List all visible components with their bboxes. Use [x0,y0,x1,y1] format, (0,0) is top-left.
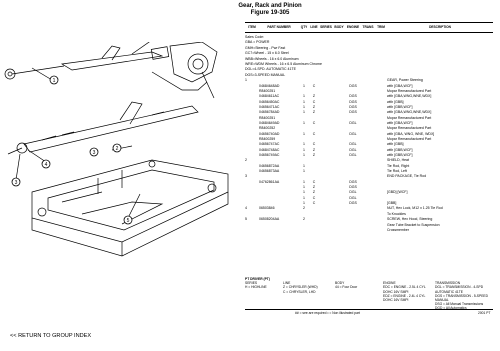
row-item: 3 [245,174,247,179]
row-description: SCREW, Hex Hood, Steering [387,217,433,222]
row-description: Mopar Remanufactured Part [387,115,432,120]
rack-and-pinion-diagram [2,42,238,292]
row-part-number: R8400251 [259,115,276,120]
row-qty: 1 [303,94,305,99]
parts-table [245,22,493,233]
row-part-number: R8400251 [259,88,276,93]
row-line: Z [312,153,316,158]
row-line: C [312,120,316,125]
row-line: C [312,99,316,104]
legend-body: BODY 44 = Four Door [335,281,358,290]
header-description: DESCRIPTION [429,24,451,29]
row-qty: 1 [303,185,305,190]
row-item: 5 [245,217,247,222]
row-item: 2 [245,158,247,163]
callout-label: 1 [52,78,56,84]
row-qty: 1 [303,195,305,200]
row-description: [GBB] [387,201,397,206]
row-qty: 2 [303,217,305,222]
header-series: SERIES [320,24,332,29]
row-description: SHIELD, Heat [387,158,409,163]
header-line: LINE [310,24,318,29]
callout-label: 3 [14,180,18,186]
row-item: 4 [245,206,247,211]
row-description: with [GBB] [387,142,404,147]
callout-label: 5 [126,218,130,224]
row-description: Gear Tube Bracket to Suspension [387,222,440,227]
row-description: with [GBB,WCF] [387,104,413,109]
header-part-number: PART NUMBER [267,24,291,29]
row-part-number: 04656749AC [259,153,280,158]
row-part-number: R8400252 [259,126,276,131]
row-qty: 1 [303,201,305,206]
pt-driver-title: PT DRIVER (PT) [245,277,270,281]
row-part-number: 04656740AD [259,131,280,136]
row-engine: DGS [349,104,357,109]
row-line: C [312,201,316,206]
row-part-number: 04656450AC [259,99,280,104]
table-header [245,22,493,33]
row-part-number: 04656873AA [259,169,280,174]
table-row [245,228,493,233]
row-part-number: 04656471AC [259,104,280,109]
row-line: C [312,83,316,88]
row-qty: 1 [303,110,305,115]
row-description: Crossmember [387,227,409,232]
row-line: Z [312,110,316,115]
row-part-number: 04656784AD [259,110,280,115]
header-trim: TRIM [377,24,385,29]
row-line: C [312,142,316,147]
row-description: NUT, Hex Lock, M12 x 1.25 Tie Rod [387,206,443,211]
row-line: Z [312,185,316,190]
header-item: ITEM [248,24,256,29]
header-body: BODY [334,24,344,29]
row-qty: 1 [303,147,305,152]
row-engine: DGS [349,110,357,115]
row-engine: DGS [349,179,357,184]
row-part-number: 06508204AA [259,217,280,222]
row-engine: DGS [349,94,357,99]
pt-driver-legend [245,277,493,311]
row-description: Mopar Remanufactured Part [387,126,432,131]
figure-number: Figure 19-305 [250,10,290,16]
sales-code-notes: Sales Code: GBA = POWER GMH=Steering - Pwr Fast GC7=Wheel - 15 x 6.0 Steel WBB=Wheels - 16 x 6.0 Aluminum WRE=WDM Wheels - 16 x 6.5 Aluminum Chrome DGL=4-SPD. AUTOMATIC 41TE DGS=3-SPEED MANUAL [245,35,322,77]
row-description: Tie Rod, Right [387,163,410,168]
row-description: with [GBA,WNG,WNE,WDX] [387,110,432,115]
row-description: with [GBA,WCF] [387,120,413,125]
row-description: To Knuckles [387,211,406,216]
row-line: Z [312,190,316,195]
legend-transmission: TRANSMISSION DGL = TRANSMISSION - 4-SPD AUTOMATIC 41TE DGS = TRANSMISSION - 5-SPEED MANUAL DSG = All Manual Transmissions DGD = All Automatics [435,281,488,311]
row-qty: 1 [303,153,305,158]
row-qty: 1 [303,104,305,109]
row-line: Z [312,147,316,152]
row-part-number: 04684648AD [259,83,280,88]
row-part-number: 04684748AC [259,147,280,152]
row-part-number: 04762861AA [259,179,280,184]
legend-series: SERIES H = HIGHLINE [245,281,267,290]
page-number: 2001 PT [478,311,491,315]
row-engine: DGS [349,99,357,104]
row-engine: DGS [349,201,357,206]
row-description: with [GBB,WCF] [387,153,413,158]
header-qty: QTY [300,24,308,29]
row-engine: DGL [349,153,357,158]
row-part-number: R8400259 [259,137,276,141]
header-trans: TRANS [362,24,374,29]
row-part-number: 04684611AC [259,94,280,99]
row-qty: 2 [303,206,305,211]
footnote: ## = see are required • = Non illustrated part [295,311,360,315]
row-part-number: 04656872AA [259,163,280,168]
row-qty: 1 [303,83,305,88]
row-part-number: 06503846 [259,206,275,211]
row-item: 1 [245,78,247,83]
callout-label: 4 [44,162,48,168]
row-qty: 1 [303,169,305,174]
footer-divider [245,309,493,310]
row-engine: DGL [349,131,357,136]
row-line: C [312,179,316,184]
row-description: with [GBA,WNG,WNE,WDX] [387,94,432,99]
row-qty: 1 [303,163,305,168]
callout-label: 3 [92,150,96,156]
row-description: with [GBA,WCF] [387,83,413,88]
figure-title [220,3,320,17]
row-description: END PACKAGE, Tie Rod [387,174,427,179]
row-engine: DGL [349,190,357,195]
row-qty: 1 [303,142,305,147]
header-engine: ENGINE [346,24,360,29]
row-description: [GBD] [WCF] [387,190,408,195]
row-engine: DGL [349,195,357,200]
row-qty: 1 [303,120,305,125]
row-engine: DGS [349,185,357,190]
row-engine: DGL [349,142,357,147]
row-engine: DGS [349,83,357,88]
row-description: with [GBA, WNG, WNE, WDX] [387,131,435,136]
row-qty: 1 [303,99,305,104]
row-part-number: 04656747AC [259,142,280,147]
row-engine: DGL [349,120,357,125]
row-qty: 1 [303,131,305,136]
legend-line: LINE Z = CHRYSLER (WHD) C = CHRYSLER, LHD [283,281,318,294]
row-description: GEAR, Power Steering [387,78,423,83]
row-description: Tie Rod, Left [387,169,407,174]
row-description: Mopar Remanufactured Part [387,137,432,141]
part-group-title: Gear, Rack and Pinion [238,3,302,9]
row-part-number: 04684649AD [259,120,280,125]
row-line: C [312,195,316,200]
row-description: with [GBB,WCF] [387,147,413,152]
row-qty: 1 [303,179,305,184]
row-qty: 1 [303,190,305,195]
return-to-group-index-link[interactable]: << RETURN TO GROUP INDEX [10,333,92,339]
row-description: Mopar Remanufactured Part [387,88,432,93]
legend-engine: ENGINE EDC = ENGINE - 2.5L 4 CYL DOHC 16V SMPI EDZ = ENGINE - 2.4L 4 CYL DOHC 16V SMPI [383,281,426,303]
row-engine: DGL [349,147,357,152]
row-line: C [312,131,316,136]
row-description: with [GBB] [387,99,404,104]
table-body [245,78,493,233]
callout-label: 2 [115,146,119,152]
row-line: Z [312,104,316,109]
row-line: Z [312,94,316,99]
